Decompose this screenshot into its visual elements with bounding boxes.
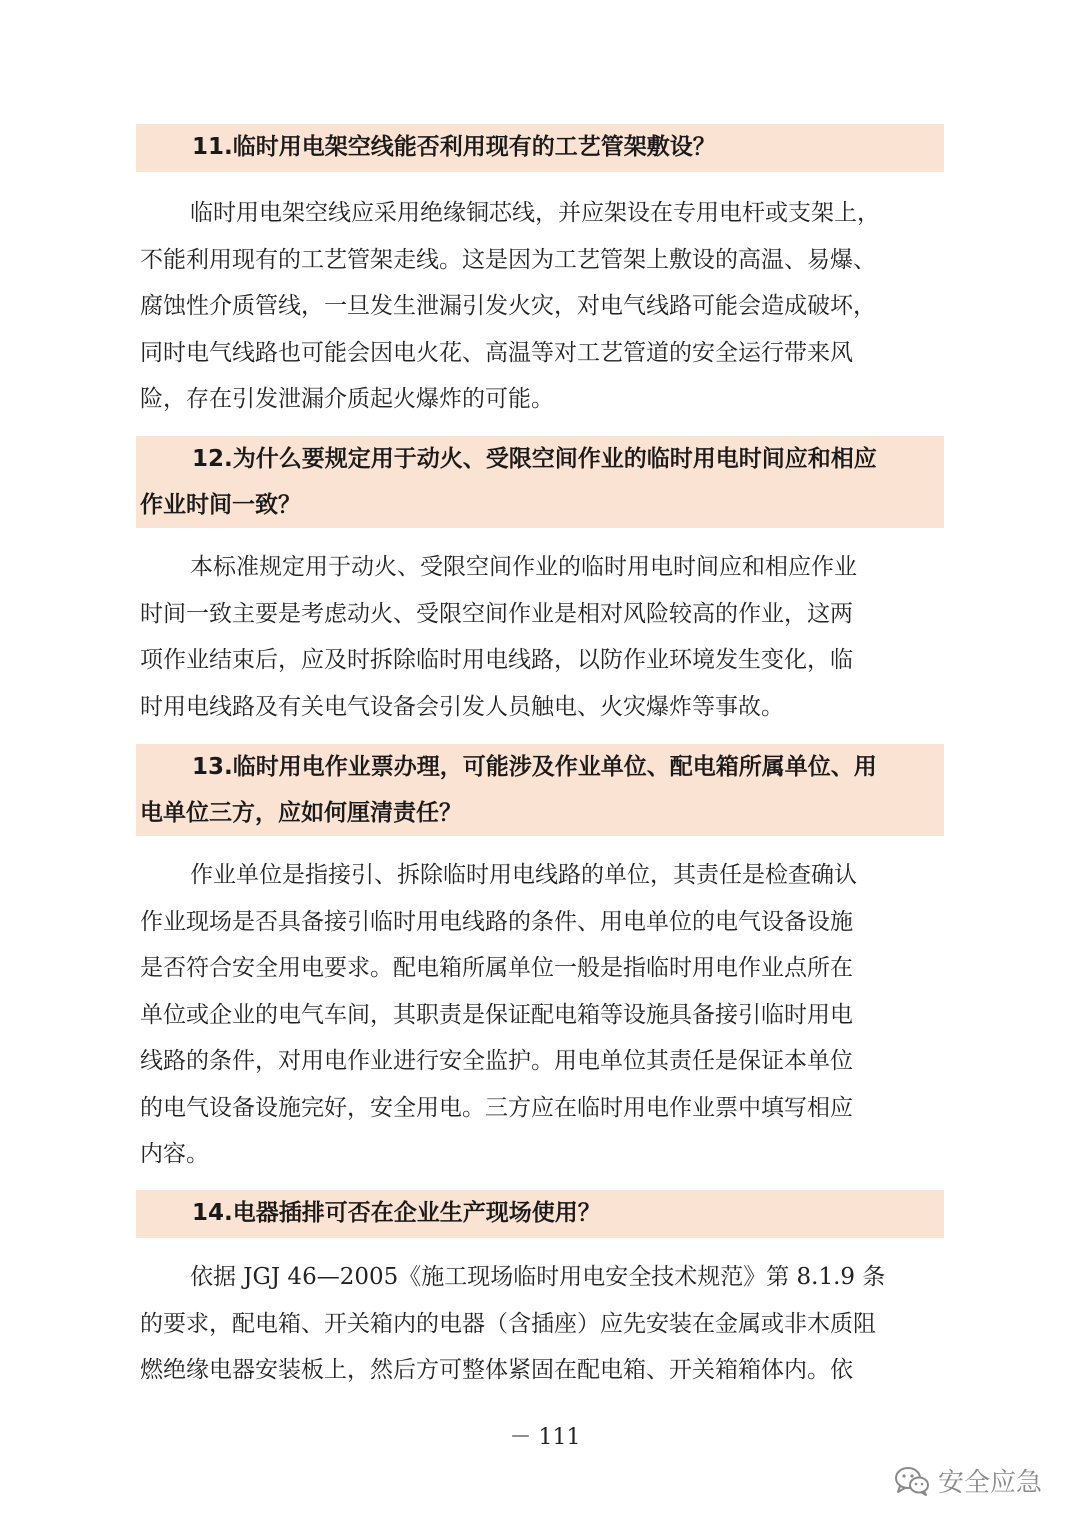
answer-13-line-7: 内容。 [140,1141,209,1167]
answer-13-line-4: 单位或企业的电气车间，其职责是保证配电箱等设施具备接引临时用电 [140,1001,853,1028]
answer-12-line-1: 本标准规定用于动火、受限空间作业的临时用电时间应和相应作业 [190,554,857,580]
answer-13-line-3: 是否符合安全用电要求。配电箱所属单位一般是指临时用电作业点所在 [140,955,853,981]
answer-11 [140,190,940,423]
answer-11-line-4: 同时电气线路也可能会因电火花、高温等对工艺管道的安全运行带来风 [140,339,853,366]
watermark [894,1462,1042,1499]
answer-14-line-1: 依据 JGJ 46—2005《施工现场临时用电安全技术规范》第 8.1.9 条 [190,1264,886,1290]
question-14-bar [136,1190,944,1238]
answer-13-line-2: 作业现场是否具备接引临时用电线路的条件、用电单位的电气设备设施 [140,908,853,935]
answer-11-line-2: 不能利用现有的工艺管架走线。这是因为工艺管架上敷设的高温、易爆、 [140,246,876,273]
question-13-bar [136,744,944,836]
answer-13-line-5: 线路的条件，对用电作业进行安全监护。用电单位其责任是保证本单位 [140,1048,853,1074]
answer-12-line-2: 时间一致主要是考虑动火、受限空间作业是相对风险较高的作业，这两 [140,600,853,627]
wechat-icon [894,1465,930,1497]
answer-12 [140,544,940,730]
answer-11-line-3: 腐蚀性介质管线，一旦发生泄漏引发火灾，对电气线路可能会造成破坏， [140,293,876,319]
answer-14-line-3: 燃绝缘电器安装板上，然后方可整体紧固在配电箱、开关箱箱体内。依 [140,1357,853,1383]
answer-11-line-5: 险，存在引发泄漏介质起火爆炸的可能。 [140,386,554,412]
page-number: － 111 [509,1425,581,1450]
answer-12-line-3: 项作业结束后，应及时拆除临时用电线路，以防作业环境发生变化，临 [140,647,853,673]
answer-13-line-6: 的电气设备设施完好，安全用电。三方应在临时用电作业票中填写相应 [140,1094,853,1121]
answer-13 [140,852,940,1178]
question-13-line-2: 电单位三方，应如何厘清责任？ [140,800,462,826]
question-13-line-1: 13.临时用电作业票办理，可能涉及作业单位、配电箱所属单位、用 [192,754,877,780]
answer-13-line-1: 作业单位是指接引、拆除临时用电线路的单位，其责任是检查确认 [190,862,857,888]
answer-11-line-1: 临时用电架空线应采用绝缘铜芯线，并应架设在专用电杆或支架上， [190,200,880,226]
answer-14-line-2: 的要求，配电箱、开关箱内的电器（含插座）应先安装在金属或非木质阻 [140,1310,876,1337]
question-12-line-1: 12.为什么要规定用于动火、受限空间作业的临时用电时间应和相应 [192,446,877,472]
question-12-bar [136,436,944,528]
answer-12-line-4: 时用电线路及有关电气设备会引发人员触电、火灾爆炸等事故。 [140,693,784,720]
question-11-bar [136,124,944,172]
watermark-text: 安全应急 [937,1468,1042,1498]
answer-14 [140,1254,940,1394]
question-12-line-2: 作业时间一致？ [140,492,301,518]
question-11-line-1: 11.临时用电架空线能否利用现有的工艺管架敷设？ [192,134,716,160]
question-14-line-1: 14.电器插排可否在企业生产现场使用？ [192,1200,601,1226]
